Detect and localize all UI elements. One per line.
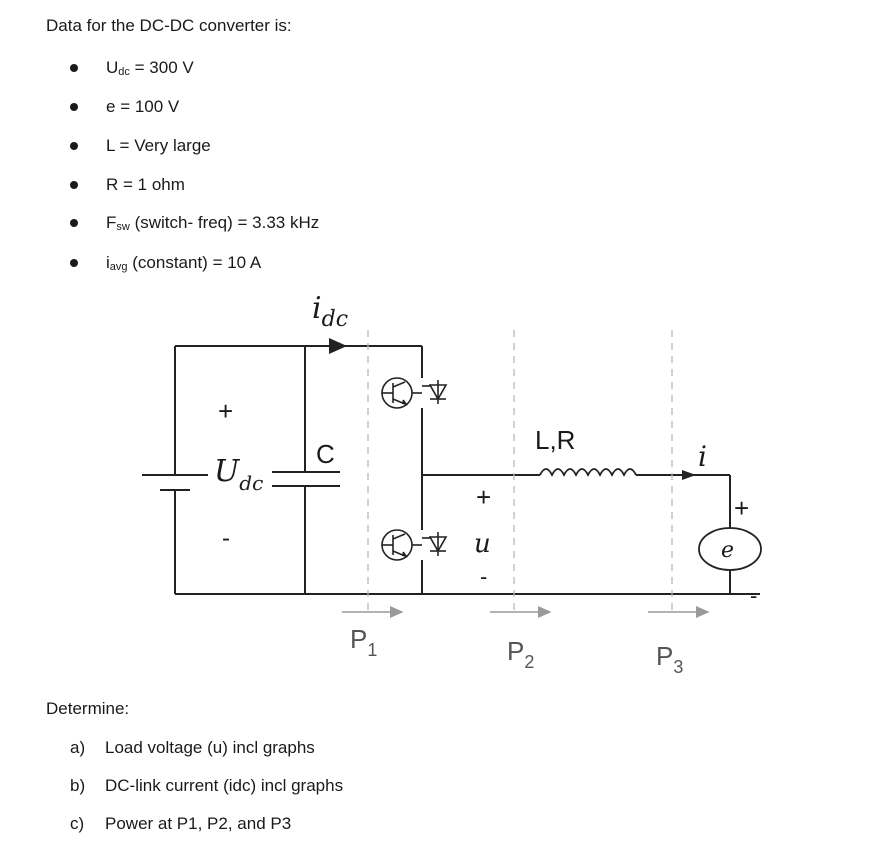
idc-label: $i_{dc}$: [312, 291, 349, 332]
lr-label: L,R: [535, 425, 576, 455]
task-label: c): [70, 814, 85, 833]
e-minus-sign: -: [750, 583, 758, 608]
task-text: Load voltage (u) incl graphs: [105, 738, 315, 757]
capacitor-label: C: [316, 439, 335, 469]
u-minus-sign: -: [480, 564, 488, 589]
data-heading: Data for the DC-DC converter is:: [46, 16, 292, 35]
load-current-arrow: [682, 470, 696, 480]
param-text: $F_{sw}$ (switch- freq) = 3.33 kHz: [106, 213, 320, 233]
udc-label: $U_{dc}$: [214, 454, 264, 495]
inductor-coil: [540, 469, 636, 475]
param-text: e = 100 V: [106, 97, 180, 116]
udc-plus-sign: +: [218, 396, 234, 426]
load-wires: [636, 475, 730, 594]
param-text: $i_{avg}$ (constant) = 10 A: [106, 253, 262, 273]
p1-label: $P_1$: [350, 624, 378, 660]
task-text: DC-link current (idc) incl graphs: [105, 776, 344, 795]
e-label: e: [721, 538, 735, 563]
p2-label: $P_2$: [507, 636, 535, 672]
capacitor-symbol: [272, 472, 340, 486]
e-plus-sign: +: [734, 493, 750, 523]
param-text: $U_{dc} = 300$ V: [106, 58, 194, 78]
task-label: a): [70, 738, 86, 757]
determine-heading: Determine:: [46, 699, 130, 718]
load-current-label: i: [698, 440, 707, 473]
u-plus-sign: +: [476, 482, 492, 512]
lower-igbt-switch: [382, 530, 446, 560]
task-text: Power at P1, P2, and P3: [105, 814, 292, 833]
battery-symbol: [142, 475, 208, 490]
p3-label: $P_3$: [656, 641, 684, 677]
param-text: L = Very large: [106, 136, 211, 155]
task-label: b): [70, 776, 86, 795]
udc-minus-sign: -: [222, 525, 230, 552]
u-label: u: [474, 529, 491, 559]
upper-igbt-switch: [382, 378, 446, 408]
param-text: R = 1 ohm: [106, 175, 185, 194]
